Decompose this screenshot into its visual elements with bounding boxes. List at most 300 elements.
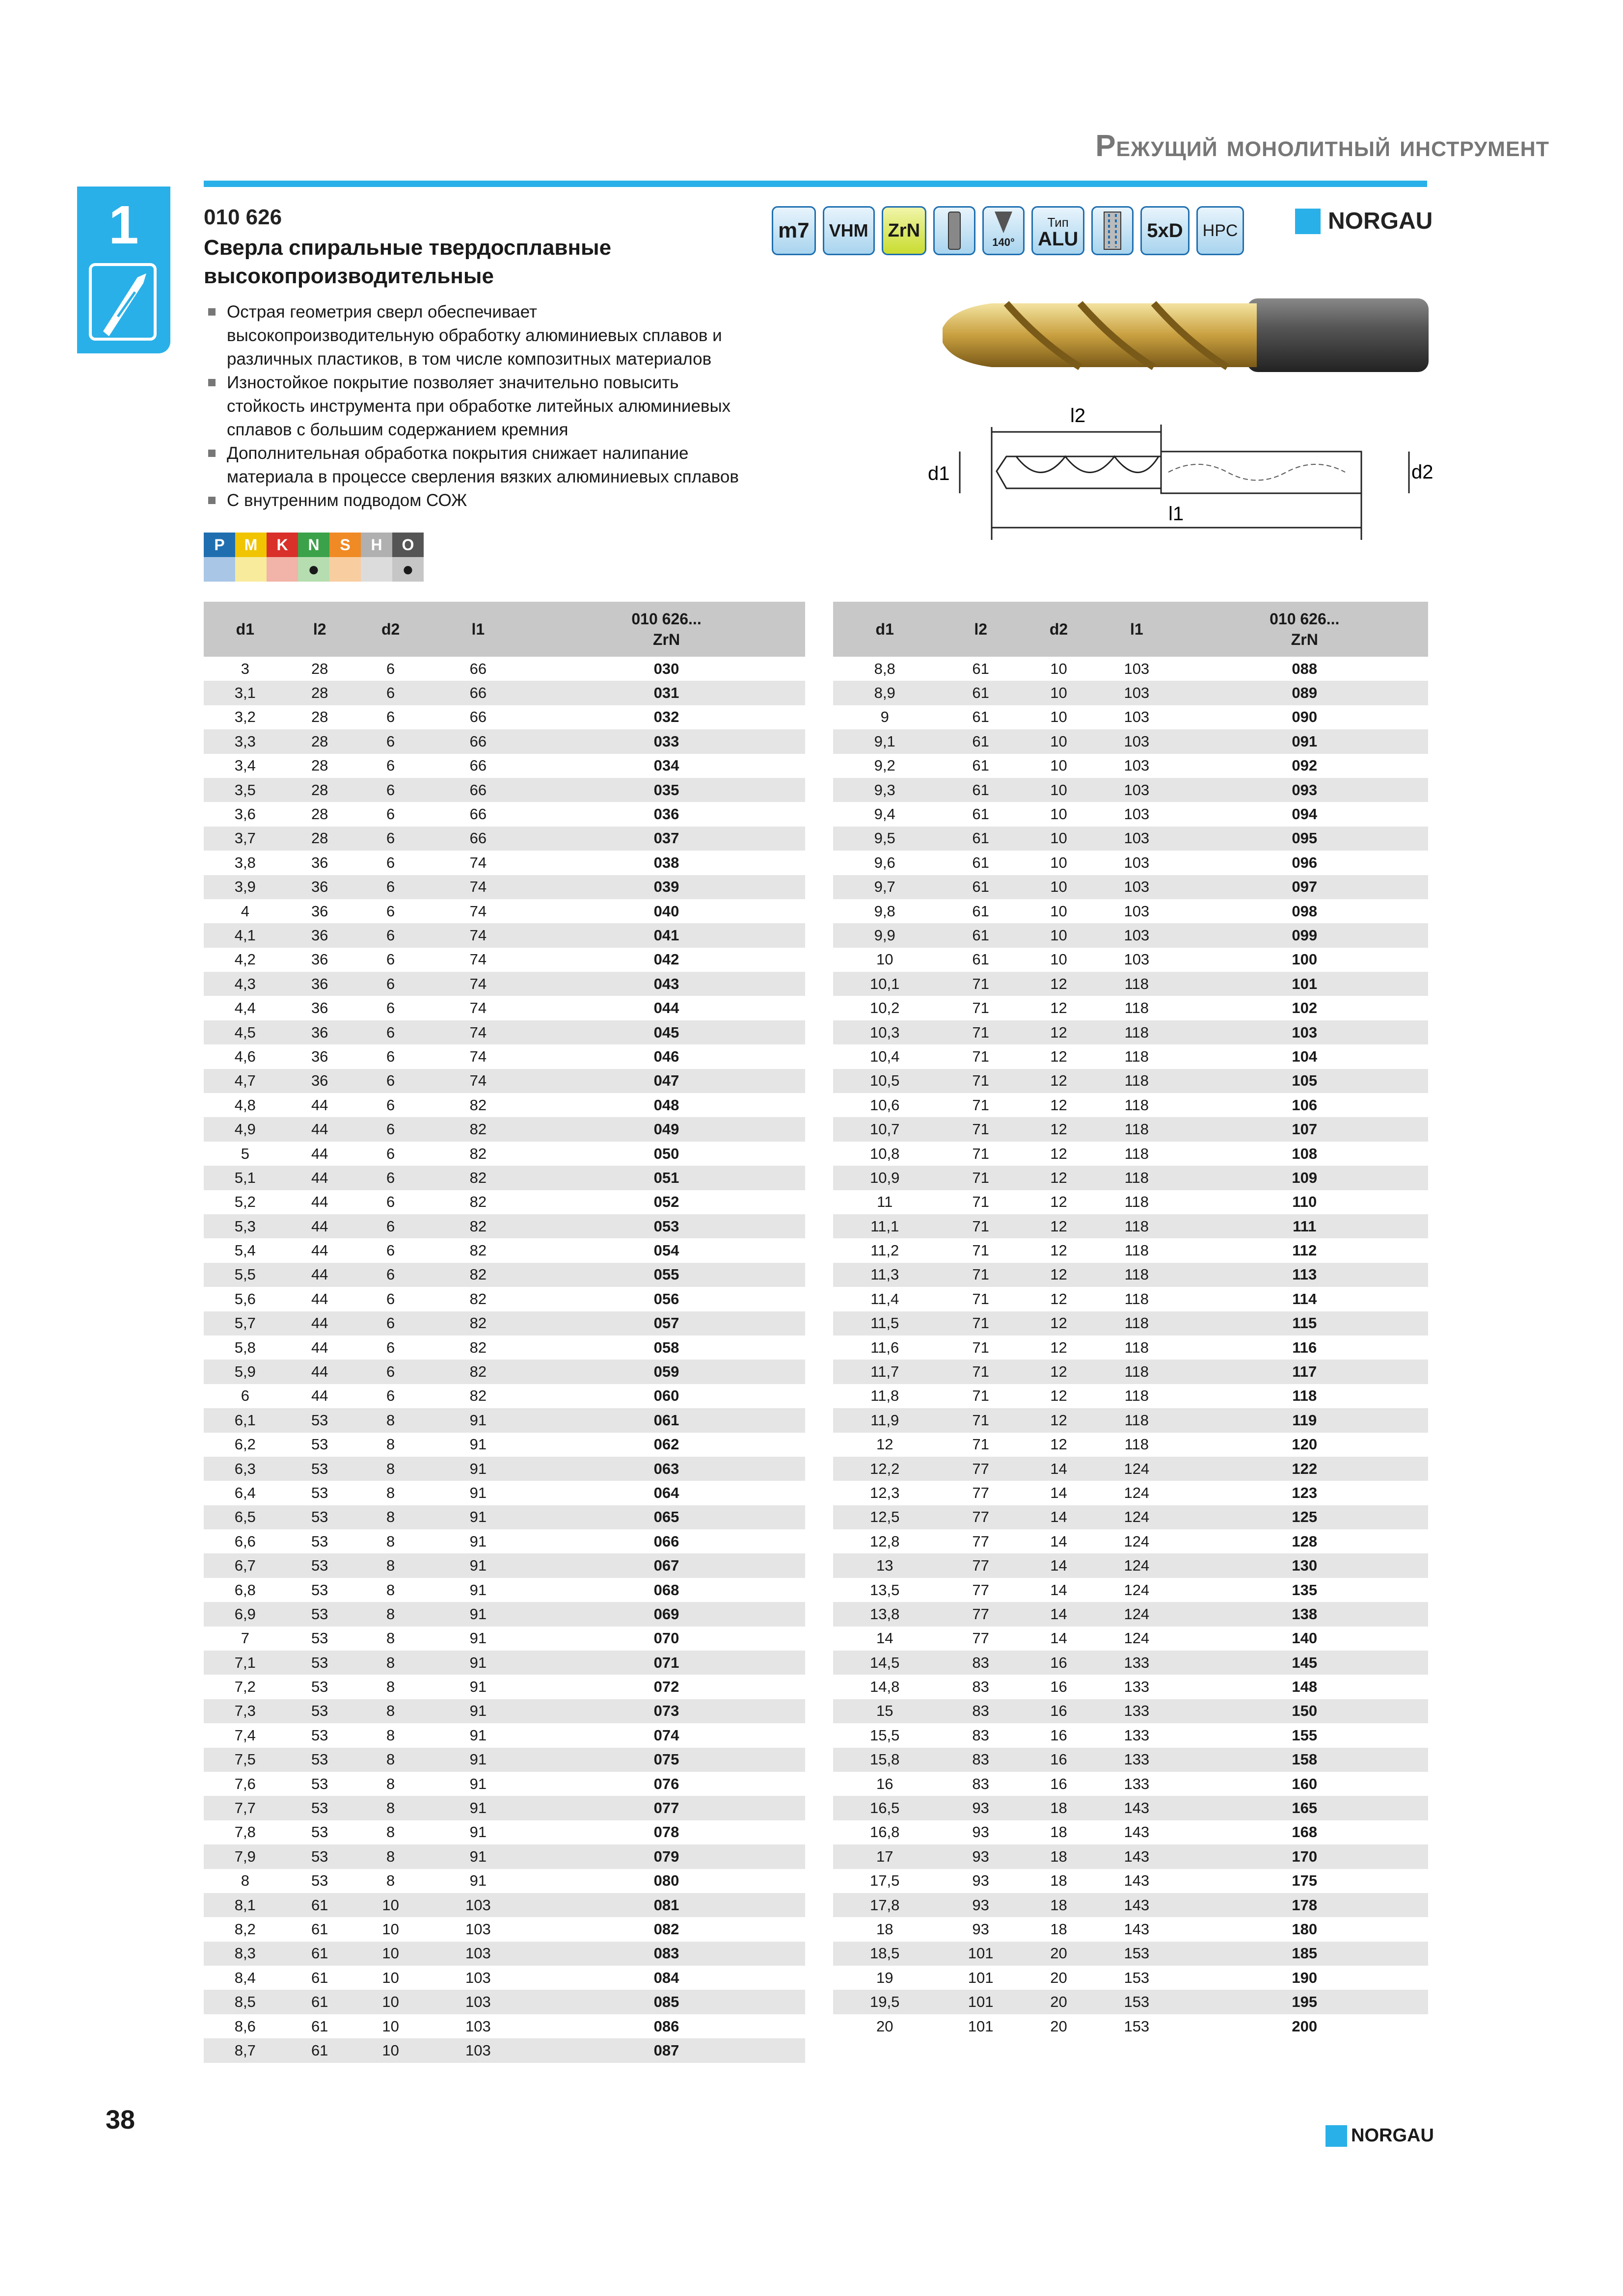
table-row [833, 1505, 1428, 1529]
value-cell: 53 [287, 1651, 353, 1675]
value-cell: 11,9 [833, 1408, 936, 1432]
value-cell: 12 [1050, 1387, 1067, 1405]
value-cell: 16,5 [833, 1796, 936, 1820]
value-cell: 153 [1092, 1990, 1181, 2014]
type-value: ALU [1038, 228, 1079, 250]
article-cell: 073 [528, 1699, 805, 1723]
value-cell: 6 [386, 757, 395, 774]
value-cell: 10 [1050, 902, 1067, 920]
d2-label: d2 [1411, 461, 1434, 483]
table-row [204, 1553, 805, 1577]
article-cell: 119 [1181, 1408, 1428, 1432]
value-cell: 53 [311, 1629, 328, 1647]
value-cell: 66 [429, 827, 528, 851]
value-cell: 6 [386, 660, 395, 677]
value-cell: 16 [876, 1775, 893, 1792]
article-cell: 108 [1292, 1145, 1318, 1162]
article-cell: 045 [528, 1020, 805, 1044]
value-cell: 83 [936, 1748, 1025, 1772]
value-cell: 5 [241, 1145, 249, 1162]
value-cell: 133 [1092, 1651, 1181, 1675]
value-cell: 71 [972, 1290, 989, 1308]
value-cell: 36 [287, 875, 353, 899]
value-cell: 44 [311, 1387, 328, 1405]
value-cell: 82 [429, 1117, 528, 1141]
value-cell: 36 [311, 854, 328, 871]
value-cell: 36 [287, 972, 353, 996]
value-cell: 12,3 [870, 1484, 900, 1501]
table-row [833, 1142, 1428, 1166]
table-row [204, 1093, 805, 1117]
value-cell: 6,6 [234, 1532, 256, 1550]
value-cell: 9,5 [833, 827, 936, 851]
value-cell: 28 [311, 660, 328, 677]
article-cell: 056 [653, 1290, 679, 1308]
value-cell: 28 [311, 805, 328, 823]
value-cell: 71 [936, 1069, 1025, 1093]
value-cell: 93 [972, 1872, 989, 1890]
table-row [204, 1069, 805, 1093]
value-cell: 12,8 [870, 1532, 900, 1550]
value-cell: 8 [386, 1532, 395, 1550]
value-cell: 61 [936, 827, 1025, 851]
value-cell: 143 [1124, 1872, 1150, 1890]
value-cell: 6 [386, 805, 395, 823]
article-cell: 068 [653, 1581, 679, 1599]
value-cell: 10,5 [833, 1069, 936, 1093]
article-cell: 178 [1181, 1893, 1428, 1917]
table-row [204, 1020, 805, 1044]
value-cell: 6,4 [234, 1484, 256, 1501]
value-cell: 91 [469, 1629, 487, 1647]
article-cell: 145 [1181, 1651, 1428, 1675]
article-cell: 039 [528, 875, 805, 899]
value-cell: 153 [1124, 2017, 1150, 2035]
value-cell: 82 [469, 1096, 487, 1114]
material-label: P [204, 533, 235, 557]
dimension-drawing [923, 402, 1438, 545]
table-row [833, 2014, 1428, 2038]
table-row [833, 1069, 1428, 1093]
value-cell: 124 [1092, 1553, 1181, 1577]
table-row [204, 1505, 805, 1529]
value-cell: 6 [353, 1020, 429, 1044]
table-row [833, 1190, 1428, 1214]
value-cell: 10 [382, 2017, 399, 2035]
value-cell: 61 [972, 757, 989, 774]
value-cell: 3,9 [204, 875, 287, 899]
value-cell: 61 [936, 778, 1025, 802]
article-cell: 099 [1181, 923, 1428, 947]
coating-header: ZrN [652, 631, 680, 648]
value-cell: 6 [353, 875, 429, 899]
material-mark [235, 557, 267, 582]
value-cell: 103 [1124, 902, 1150, 920]
value-cell: 83 [972, 1726, 989, 1744]
feature-text: С внутренним подводом СОЖ [227, 491, 467, 510]
col-d2: d2 [1025, 602, 1092, 657]
value-cell: 6 [353, 1360, 429, 1384]
article-cell: 097 [1181, 875, 1428, 899]
article-cell: 165 [1181, 1796, 1428, 1820]
value-cell: 6 [386, 1338, 395, 1356]
value-cell: 61 [287, 2038, 353, 2062]
table-row [204, 1602, 805, 1626]
article-cell: 046 [653, 1047, 679, 1065]
feature-text: материала в процессе сверления вязких алюминиевых сплавов [227, 467, 739, 486]
article-cell: 042 [653, 951, 679, 968]
value-cell: 10 [1025, 827, 1092, 851]
table-row [204, 1117, 805, 1141]
section-title: Режущий монолитный инструмент [1095, 129, 1549, 163]
value-cell: 18 [1025, 1844, 1092, 1869]
value-cell: 71 [936, 1263, 1025, 1287]
value-cell: 91 [429, 1553, 528, 1577]
value-cell: 12 [876, 1436, 893, 1453]
sizes-table-right [833, 602, 1428, 2038]
article-cell: 185 [1181, 1942, 1428, 1966]
value-cell: 61 [936, 729, 1025, 753]
value-cell: 61 [972, 660, 989, 677]
value-cell: 74 [469, 1047, 487, 1065]
material-mark: ● [298, 557, 329, 582]
value-cell: 103 [429, 1942, 528, 1966]
value-cell: 118 [1124, 1290, 1149, 1308]
value-cell: 53 [287, 1602, 353, 1626]
article-cell: 043 [528, 972, 805, 996]
value-cell: 6 [386, 902, 395, 920]
article-cell: 070 [653, 1629, 679, 1647]
table-row [204, 681, 805, 705]
value-cell: 6 [353, 1214, 429, 1238]
value-cell: 3,1 [204, 681, 287, 705]
table-row [833, 1457, 1428, 1481]
value-cell: 8 [353, 1457, 429, 1481]
value-cell: 61 [972, 902, 989, 920]
article-cell: 190 [1292, 1969, 1318, 1986]
value-cell: 13,5 [870, 1581, 900, 1599]
value-cell: 6 [386, 1145, 395, 1162]
value-cell: 12 [1050, 1047, 1067, 1065]
table-row [833, 1287, 1428, 1311]
value-cell: 8 [386, 1872, 395, 1890]
value-cell: 66 [469, 805, 487, 823]
value-cell: 8 [353, 1651, 429, 1675]
value-cell: 71 [936, 1214, 1025, 1238]
col-d1: d1 [204, 602, 287, 657]
article-cell: 094 [1292, 805, 1318, 823]
value-cell: 15,8 [833, 1748, 936, 1772]
value-cell: 11,5 [833, 1311, 936, 1335]
article-cell: 096 [1292, 854, 1318, 871]
table-row [204, 1844, 805, 1869]
value-cell: 8 [241, 1872, 249, 1890]
material-badge: VHM [823, 206, 875, 255]
coating-badge: ZrN [882, 206, 926, 255]
value-cell: 8 [353, 1505, 429, 1529]
value-cell: 16,8 [870, 1823, 900, 1841]
value-cell: 28 [311, 708, 328, 726]
value-cell: 6,9 [204, 1602, 287, 1626]
value-cell: 103 [465, 2017, 491, 2035]
table-row [833, 1602, 1428, 1626]
value-cell: 44 [311, 1290, 328, 1308]
table-row [204, 802, 805, 826]
value-cell: 82 [429, 1360, 528, 1384]
article-cell: 059 [528, 1360, 805, 1384]
value-cell: 71 [972, 1242, 989, 1259]
value-cell: 3,7 [204, 827, 287, 851]
value-cell: 7,5 [204, 1748, 287, 1772]
value-cell: 8 [353, 1408, 429, 1432]
value-cell: 6 [353, 1117, 429, 1141]
value-cell: 53 [287, 1699, 353, 1723]
value-cell: 18 [876, 1921, 893, 1938]
value-cell: 20 [1050, 1969, 1067, 1986]
value-cell: 91 [429, 1602, 528, 1626]
sizes-table-left [204, 602, 805, 2063]
value-cell: 53 [287, 1796, 353, 1820]
value-cell: 10 [1050, 708, 1067, 726]
value-cell: 4,2 [234, 951, 256, 968]
article-cell: 122 [1181, 1457, 1428, 1481]
value-cell: 103 [1124, 951, 1150, 968]
value-cell: 12 [1050, 1193, 1067, 1211]
value-cell: 66 [429, 778, 528, 802]
material-label: K [267, 533, 298, 557]
material-label: M [235, 533, 267, 557]
value-cell: 8,5 [204, 1990, 287, 2014]
article-cell: 168 [1292, 1823, 1318, 1841]
value-cell: 6,5 [204, 1505, 287, 1529]
value-cell: 6 [353, 923, 429, 947]
value-cell: 44 [287, 1263, 353, 1287]
value-cell: 10,7 [833, 1117, 936, 1141]
value-cell: 91 [429, 1457, 528, 1481]
table-row [833, 1335, 1428, 1360]
value-cell: 61 [972, 951, 989, 968]
value-cell: 12 [1050, 1242, 1067, 1259]
feature-text: различных пластиков, в том числе композитных материалов [227, 349, 712, 369]
table-row [204, 1820, 805, 1844]
article-cell: 048 [653, 1096, 679, 1114]
article-header: 010 626... [631, 610, 702, 628]
value-cell: 10,1 [833, 972, 936, 996]
value-cell: 5,5 [204, 1263, 287, 1287]
value-cell: 12 [1025, 1117, 1092, 1141]
value-cell: 6 [353, 778, 429, 802]
value-cell: 8 [386, 1726, 395, 1744]
table-row [833, 1238, 1428, 1262]
footer-brand-square [1325, 2125, 1347, 2147]
value-cell: 91 [469, 1484, 487, 1501]
value-cell: 4,3 [204, 972, 287, 996]
value-cell: 12 [1025, 972, 1092, 996]
feature-item [206, 300, 805, 371]
value-cell: 6,2 [234, 1436, 256, 1453]
article-cell: 135 [1292, 1581, 1318, 1599]
value-cell: 5,2 [234, 1193, 256, 1211]
value-cell: 11 [877, 1193, 893, 1211]
value-cell: 4,9 [204, 1117, 287, 1141]
value-cell: 82 [429, 1166, 528, 1190]
article-cell: 062 [653, 1436, 679, 1453]
value-cell: 91 [469, 1775, 487, 1792]
table-row [833, 729, 1428, 753]
table-row [204, 1238, 805, 1262]
value-cell: 61 [311, 1921, 328, 1938]
value-cell: 11,4 [870, 1290, 899, 1308]
value-cell: 18 [1050, 1872, 1067, 1890]
product-title-line2: высокопроизводительные [204, 264, 494, 288]
table-row [833, 1917, 1428, 1941]
value-cell: 8 [353, 1553, 429, 1577]
article-cell: 140 [1292, 1629, 1318, 1647]
col-l1: l1 [1092, 602, 1181, 657]
article-cell: 049 [528, 1117, 805, 1141]
value-cell: 118 [1092, 1263, 1181, 1287]
value-cell: 20 [876, 2017, 893, 2035]
table-row [833, 1796, 1428, 1820]
value-cell: 17,5 [870, 1872, 900, 1890]
table-row [204, 875, 805, 899]
value-cell: 61 [936, 875, 1025, 899]
article-cell: 075 [528, 1748, 805, 1772]
value-cell: 15,5 [870, 1726, 900, 1744]
value-cell: 77 [936, 1602, 1025, 1626]
value-cell: 12 [1050, 1290, 1067, 1308]
value-cell: 10 [1050, 805, 1067, 823]
product-title-line1: Сверла спиральные твердосплавные [204, 236, 612, 260]
value-cell: 91 [429, 1505, 528, 1529]
table-row [204, 1433, 805, 1457]
table-row [204, 1142, 805, 1166]
value-cell: 11,1 [833, 1214, 936, 1238]
value-cell: 16 [1025, 1699, 1092, 1723]
article-cell: 050 [653, 1145, 679, 1162]
article-cell: 104 [1292, 1047, 1318, 1065]
article-cell: 086 [653, 2017, 679, 2035]
table-row [833, 1627, 1428, 1651]
value-cell: 18 [1025, 1893, 1092, 1917]
value-cell: 8 [386, 1775, 395, 1792]
value-cell: 44 [287, 1311, 353, 1335]
value-cell: 6,8 [234, 1581, 256, 1599]
table-row [204, 1651, 805, 1675]
value-cell: 10 [382, 1921, 399, 1938]
value-cell: 28 [287, 729, 353, 753]
article-cell: 071 [528, 1651, 805, 1675]
value-cell: 10 [1050, 660, 1067, 677]
value-cell: 91 [469, 1823, 487, 1841]
table-row [833, 899, 1428, 923]
article-cell: 123 [1292, 1484, 1318, 1501]
value-cell: 124 [1092, 1457, 1181, 1481]
value-cell: 53 [311, 1775, 328, 1792]
col-d1: d1 [833, 602, 936, 657]
value-cell: 36 [311, 902, 328, 920]
value-cell: 103 [465, 1969, 491, 1986]
article-cell: 047 [528, 1069, 805, 1093]
col-article [528, 602, 805, 657]
value-cell: 6 [353, 729, 429, 753]
material-label: H [361, 533, 392, 557]
value-cell: 91 [469, 1532, 487, 1550]
header-rule [204, 181, 1427, 187]
value-cell: 8 [353, 1602, 429, 1626]
value-cell: 20 [1050, 2017, 1067, 2035]
hpc-badge: HPC [1196, 206, 1244, 255]
value-cell: 66 [469, 757, 487, 774]
article-cell: 037 [528, 827, 805, 851]
table-row [833, 778, 1428, 802]
value-cell: 6 [386, 951, 395, 968]
value-cell: 71 [936, 1408, 1025, 1432]
value-cell: 71 [972, 1436, 989, 1453]
article-cell: 106 [1292, 1096, 1318, 1114]
value-cell: 143 [1092, 1796, 1181, 1820]
table-row [833, 1481, 1428, 1505]
table-row [204, 851, 805, 875]
coolant-icon [1091, 206, 1134, 255]
chapter-number: 1 [108, 195, 139, 255]
value-cell: 18 [1050, 1823, 1067, 1841]
value-cell: 82 [429, 1311, 528, 1335]
table-row [204, 778, 805, 802]
value-cell: 53 [287, 1844, 353, 1869]
table-row [833, 1772, 1428, 1796]
value-cell: 10 [1025, 778, 1092, 802]
l1-label: l1 [1168, 503, 1184, 525]
value-cell: 10 [353, 2038, 429, 2062]
value-cell: 16 [1025, 1651, 1092, 1675]
value-cell: 8 [353, 1699, 429, 1723]
article-cell: 117 [1181, 1360, 1428, 1384]
value-cell: 118 [1092, 1408, 1181, 1432]
table-row [204, 1893, 805, 1917]
value-cell: 8,8 [874, 660, 895, 677]
value-cell: 6 [386, 1096, 395, 1114]
value-cell: 118 [1092, 1214, 1181, 1238]
page-number: 38 [106, 2105, 135, 2135]
table-row [204, 1748, 805, 1772]
value-cell: 10 [1025, 875, 1092, 899]
value-cell: 3,2 [234, 708, 256, 726]
value-cell: 91 [469, 1436, 487, 1453]
value-cell: 11,2 [870, 1242, 899, 1259]
table-row [833, 851, 1428, 875]
value-cell: 14 [876, 1629, 893, 1647]
value-cell: 12 [1050, 1145, 1067, 1162]
value-cell: 61 [311, 2017, 328, 2035]
value-cell: 133 [1124, 1678, 1150, 1696]
value-cell: 8,4 [234, 1969, 256, 1986]
table-row [204, 2038, 805, 2062]
value-cell: 124 [1124, 1532, 1150, 1550]
value-cell: 118 [1092, 1311, 1181, 1335]
value-cell: 118 [1092, 1360, 1181, 1384]
value-cell: 28 [287, 778, 353, 802]
length-ratio-badge: 5xD [1140, 206, 1189, 255]
value-cell: 93 [936, 1796, 1025, 1820]
table-row [833, 1093, 1428, 1117]
value-cell: 8,9 [833, 681, 936, 705]
value-cell: 61 [311, 1969, 328, 1986]
article-cell: 077 [528, 1796, 805, 1820]
value-cell: 118 [1092, 1166, 1181, 1190]
table-row [204, 1772, 805, 1796]
value-cell: 12,5 [833, 1505, 936, 1529]
